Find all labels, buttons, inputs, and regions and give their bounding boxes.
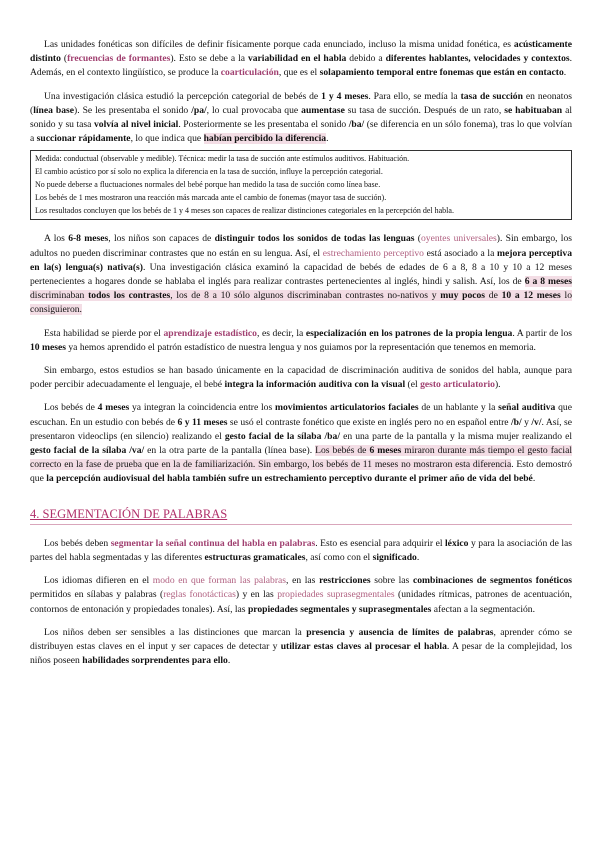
- bold-term: utilizar estas claves al procesar el habla: [280, 641, 447, 653]
- text: , lo cual provocaba que: [206, 104, 302, 116]
- text: que escuchan. En un estudio con bebés de: [30, 402, 572, 428]
- text: . A partir de los: [512, 327, 572, 339]
- bold-term: /b/: [510, 416, 522, 428]
- text: miraron durante más tiempo el gesto facial correcto en la fase de prueba que en la de familiarización. Sin embargo, los bebés de 11 meses no mostraron esta diferencia: [30, 445, 572, 471]
- text: .: [416, 552, 420, 564]
- bold-term: /pa/: [191, 104, 207, 116]
- note-line: Medida: conductual (observable y medible). Técnica: medir la tasa de succión ante estímulos auditivos. Habituación.: [35, 154, 410, 164]
- bold-term: estructuras gramaticales: [204, 552, 306, 564]
- text: . Posteriormente se les presentaba el sonido: [178, 119, 349, 131]
- text: (unidades rítmicas, patrones de acentuación, contornos de entonación y propiedades tonales). Así, las: [30, 589, 573, 615]
- note-line: Los resultados concluyen que los bebés de 1 y 4 meses son capaces de realizar distinciones categoriales en la percepción del habla.: [35, 205, 454, 215]
- pink-term: gesto articulatorio: [420, 379, 495, 391]
- text: sobre las: [370, 575, 413, 587]
- bold-term: variabilidad en el habla: [247, 53, 347, 65]
- paragraph-segmentation: [30, 537, 572, 565]
- bold-term: 6 y 11 meses: [177, 416, 228, 428]
- bold-term: 6 a 8 meses: [524, 276, 573, 288]
- text: , los niños son capaces de: [108, 233, 215, 245]
- paragraph-word-boundaries: [30, 626, 572, 669]
- text: Los bebés deben: [44, 537, 111, 549]
- text: lo consiguieron.: [30, 290, 572, 316]
- text: ). Se les presentaba el sonido: [74, 104, 192, 116]
- pink-term: segmentar la señal continua del habla en palabras: [110, 537, 316, 549]
- text: su tasa de succión. Después de un rato,: [344, 104, 505, 116]
- bold-term: especialización en los patrones de la propia lengua: [305, 327, 513, 339]
- text: de un hablante y la: [418, 402, 499, 414]
- text: en la otra parte de la pantalla (línea base).: [144, 445, 316, 457]
- text: y para la asociación de las partes del habla segmentadas y las diferentes: [30, 537, 572, 564]
- text: , los de 8 a 10 sólo algunos discriminaban contrastes no-nativos y: [170, 290, 441, 302]
- text: ). Esto se debe a la: [170, 53, 248, 65]
- text: de: [485, 290, 502, 302]
- bold-term: distinguir todos los sonidos de todas las lenguas: [214, 233, 415, 245]
- note-line: El cambio acústico por sí solo no explica la diferencia en la tasa de succión, influye la percepción categorial.: [35, 167, 383, 177]
- bold-term: gesto facial de la sílaba /va/: [30, 445, 145, 457]
- text: Sin embargo, estos estudios se han basado únicamente en la capacidad de discriminación auditiva de sonidos del habla, aunque para poder percibir adecuadamente el lenguaje, el bebé: [30, 365, 572, 391]
- bold-term: 6 meses: [369, 445, 402, 457]
- text: ).: [494, 379, 501, 391]
- text: afectan a la segmentación.: [431, 603, 536, 615]
- pink-term: modo en que forman las palabras: [152, 575, 287, 587]
- highlighted-term: habían percibido la diferencia: [203, 133, 327, 145]
- text: se usó el contraste fonético que existe en inglés pero no en español entre: [227, 416, 511, 428]
- bold-term: se habituaban: [504, 104, 563, 116]
- pink-term: reglas fonotácticas: [163, 589, 236, 601]
- text: . Así, se presentaron videoclips (en silencio) realizando el: [30, 416, 573, 442]
- text: A los: [44, 233, 69, 245]
- text: . Para ello, se medía la: [368, 90, 461, 102]
- bold-term: restricciones: [319, 575, 371, 587]
- text: . Esto es esencial para adquirir el: [315, 537, 446, 549]
- pink-term: aprendizaje estadístico: [163, 327, 257, 339]
- text: , es decir, la: [256, 327, 306, 339]
- bold-term: solapamiento temporal entre fonemas que están en contacto: [319, 67, 564, 79]
- text: ya hemos aprendido el patrón estadístico de nuestra lengua y nos guiamos por la representación que tenemos en memoria.: [65, 341, 536, 353]
- text: Los bebés de: [44, 402, 98, 414]
- bold-term: 4 meses: [97, 402, 130, 414]
- bold-term: propiedades segmentales y suprasegmentales: [247, 603, 432, 615]
- text: en neonatos (: [30, 90, 572, 116]
- bold-term: tasa de succión: [460, 90, 523, 102]
- bold-term: mejora perceptiva en la(s) lengua(s) nativa(s): [30, 247, 573, 273]
- bold-term: presencia y ausencia de límites de palabras: [306, 626, 494, 638]
- bold-term: gesto facial de la sílaba /ba/: [224, 430, 340, 442]
- bold-term: habilidades sorprendentes para ello: [82, 655, 228, 667]
- text: al sonido y su tasa: [30, 104, 572, 131]
- text: , lo que indica que: [130, 133, 204, 145]
- pink-term: coarticulación: [220, 67, 279, 79]
- pink-term: estrechamiento perceptivo: [322, 247, 424, 259]
- section-heading: 4. SEGMENTACIÓN DE PALABRAS: [30, 507, 572, 525]
- paragraph-statistical-learning: [30, 327, 572, 355]
- bold-term: /ba/: [348, 119, 365, 131]
- paragraph-languages: [30, 574, 572, 617]
- text: discriminaban: [30, 290, 89, 302]
- bold-term: significado: [372, 552, 417, 564]
- text: .: [563, 67, 567, 79]
- bold-term: acústicamente distinto: [30, 39, 572, 65]
- pink-term: oyentes universales: [420, 233, 497, 245]
- text: en una parte de la pantalla y la misma mujer realizando el: [339, 430, 572, 442]
- text: .: [227, 655, 231, 667]
- text: ) y en las: [235, 589, 278, 601]
- paragraph-facial-gestures: [30, 401, 572, 486]
- text: Los niños deben ser sensibles a las distinciones que marcan la: [44, 626, 307, 638]
- note-line: No puede deberse a fluctuaciones normales del bebé porque han medido la tasa de succión como línea base.: [35, 180, 381, 190]
- text: ). Sin embargo, los adultos no pueden discriminar contrastes que no están en su lengua. Así, el: [30, 233, 573, 259]
- text: .: [326, 133, 329, 145]
- text: (: [414, 233, 421, 245]
- bold-term: 1 y 4 meses: [321, 90, 369, 102]
- text: y: [521, 416, 532, 428]
- bold-term: succionar rápidamente: [36, 133, 131, 145]
- text: . Una investigación clásica examinó la capacidad de bebés de edades de 6 a 8, 8 a 10 y 10 a 12 meses pertenecientes a hogares donde se hablaba el inglés para realizar contrastes pertenecientes al inglés, hindi y salish. Así, los de: [30, 261, 572, 288]
- bold-term: volvía al nivel inicial: [93, 119, 179, 131]
- paragraph-phonetic-units: [30, 38, 572, 81]
- notes-box: [30, 150, 572, 220]
- paragraph-categorical-perception: [30, 90, 572, 147]
- text: . A pesar de la complejidad, los niños poseen: [30, 641, 572, 667]
- text: Esta habilidad se pierde por el: [44, 327, 164, 339]
- note-line: Los bebés de 1 mes mostraron una reacción más marcada ante el cambio de fonemas (mayor tasa de succión).: [35, 192, 387, 202]
- text: .: [532, 473, 536, 485]
- text: . Esto demostró que: [30, 459, 572, 485]
- bold-term: integra la información auditiva con la visual: [224, 379, 406, 391]
- bold-term: todos los contrastes: [88, 290, 171, 302]
- bold-term: muy pocos: [440, 290, 486, 302]
- paragraph-perceptual-narrowing: [30, 232, 572, 317]
- text: . Además, en el contexto lingüístico, se produce la: [30, 53, 573, 79]
- pink-term: propiedades suprasegmentales: [277, 589, 395, 601]
- text: Una investigación clásica estudió la percepción categorial de bebés de: [44, 90, 322, 102]
- bold-term: 6-8 meses: [68, 233, 109, 245]
- bold-term: la percepción audiovisual del habla también sufre un estrechamiento perceptivo durante el primer año de vida del bebé: [46, 473, 533, 485]
- bold-term: 10 meses: [30, 341, 66, 353]
- text: debido a: [346, 53, 386, 65]
- bold-term: léxico: [445, 537, 469, 549]
- bold-term: /v/: [531, 416, 542, 428]
- text: permitidos en sílabas y palabras (: [30, 589, 164, 601]
- text: , así como con el: [305, 552, 373, 564]
- bold-term: línea base: [33, 104, 75, 116]
- text: (se diferencia en un sólo fonema), tras lo que volvían a: [30, 119, 572, 145]
- text: , que es el: [278, 67, 320, 79]
- bold-term: señal auditiva: [498, 402, 556, 414]
- bold-term: aumentase: [301, 104, 345, 116]
- text: (el: [405, 379, 421, 391]
- pink-term: frecuencias de formantes: [67, 53, 171, 65]
- text: (: [60, 53, 68, 65]
- text: ya integran la coincidencia entre los: [129, 402, 275, 414]
- text: Los bebés de: [315, 445, 370, 457]
- bold-term: diferentes hablantes, velocidades y contextos: [385, 53, 570, 65]
- text: , en las: [286, 575, 320, 587]
- text: está asociado a la: [423, 247, 498, 259]
- paragraph-audiovisual: [30, 364, 572, 392]
- text: Las unidades fonéticas son difíciles de definir físicamente porque cada enunciado, incluso la misma unidad fonética, es: [44, 39, 514, 50]
- bold-term: movimientos articulatorios faciales: [274, 402, 419, 414]
- text: , aprender cómo se distribuyen estas claves en el input y ser capaces de detectar y: [30, 626, 572, 653]
- bold-term: combinaciones de segmentos fonéticos: [412, 575, 573, 587]
- bold-term: 10 a 12 meses: [501, 290, 561, 302]
- text: Los idiomas difieren en el: [44, 575, 153, 587]
